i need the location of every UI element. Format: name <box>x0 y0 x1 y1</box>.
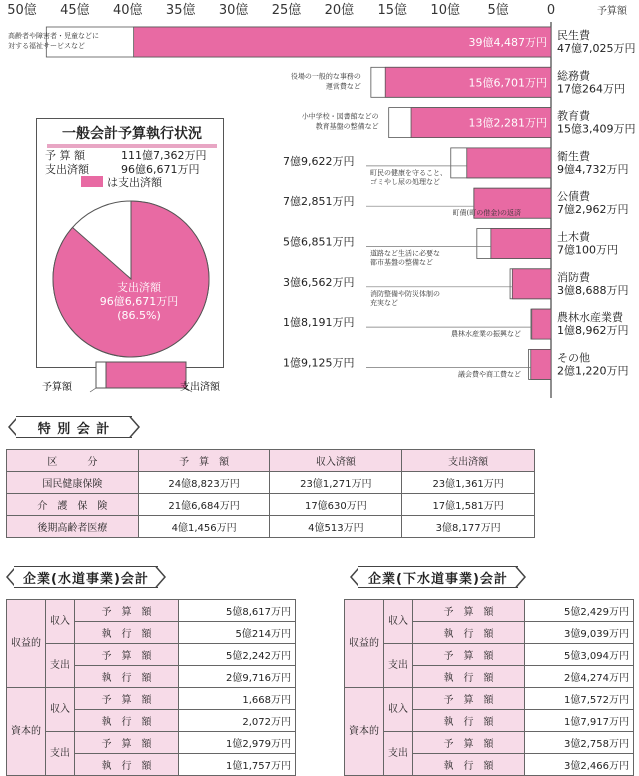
spent-value-label: 7億2,851万円 <box>283 195 355 209</box>
special-account-title: 特 別 会 計 <box>37 421 111 437</box>
special-account-table <box>6 449 535 538</box>
category-description: 農林水産業の振興など <box>451 330 521 339</box>
spent-bar <box>512 269 551 299</box>
spent-bar <box>531 349 551 379</box>
spent-value-label: 1億9,125万円 <box>283 356 355 370</box>
category-label: 教育費 <box>557 109 590 123</box>
axis-tick-label: 40億 <box>113 3 143 18</box>
spent-value-label: 5億6,851万円 <box>283 235 355 249</box>
category-label: その他 <box>557 351 590 365</box>
special-account-title-box <box>8 416 140 438</box>
category-description: 道路など生活に必要な <box>370 249 440 258</box>
summary-spent-value: 96億6,671万円 <box>121 163 200 176</box>
axis-tick-label: 20億 <box>324 3 355 18</box>
legend-spent-bar <box>106 362 186 388</box>
budget-value-label: 1億8,962万円 <box>557 324 629 338</box>
axis-tick-label: 35億 <box>165 3 196 18</box>
col-header-revenue: 収入済額 <box>270 450 402 472</box>
legend-budget-label: 予算額 <box>42 382 72 393</box>
axis-unit-label: 予算額 <box>597 6 627 17</box>
budget-value-label: 3億8,688万円 <box>557 283 629 297</box>
category-description: 充実など <box>370 298 398 307</box>
budget-value-label: 2億1,220万円 <box>557 364 629 378</box>
legend-label: は支出済額 <box>107 176 162 189</box>
category-description: ゴミやし尿の処理など <box>370 177 440 186</box>
pie-chart <box>37 193 225 363</box>
general-account-summary <box>36 118 224 368</box>
spent-bar <box>532 309 551 339</box>
category-description: 運営費など <box>325 82 361 91</box>
category-description: 高齢者や障害者・児童などに <box>8 32 99 40</box>
water-group-capital: 資本的 <box>7 688 46 776</box>
axis-tick-label: 5億 <box>487 3 509 18</box>
category-description: 教育基盤の整備など <box>315 122 379 131</box>
col-header-budget: 予 算 額 <box>138 450 270 472</box>
category-description: 議会費や商工費など <box>458 370 521 379</box>
sewer-account-title: 企業(下水道事業)会計 <box>368 571 508 587</box>
category-label: 土木費 <box>557 230 590 244</box>
spent-value-label: 1億8,191万円 <box>283 316 355 330</box>
axis-tick-label: 45億 <box>60 3 90 18</box>
category-label: 消防費 <box>557 270 590 284</box>
pie-label-line3: (86.5%) <box>117 309 161 322</box>
water-group-revenue: 収益的 <box>7 600 46 688</box>
bar-legend <box>42 358 272 398</box>
category-label: 総務費 <box>557 69 590 83</box>
sewer-group-capital: 資本的 <box>345 688 384 776</box>
axis-tick-label: 25億 <box>271 3 302 18</box>
pie-label-line1: 支出済額 <box>117 281 161 294</box>
summary-spent-row <box>45 161 200 177</box>
category-description: 対する福祉サービスなど <box>8 42 85 50</box>
spent-value-label: 3億6,562万円 <box>283 275 355 289</box>
table-row: 国民健康保険 24億8,823万円 23億1,271万円 23億1,361万円 <box>7 472 535 494</box>
budget-value-label: 7億2,962万円 <box>557 203 629 217</box>
summary-budget-value: 111億7,362万円 <box>121 149 207 162</box>
spent-value-label: 7億9,622万円 <box>283 154 355 168</box>
budget-value-label: 47億7,025万円 <box>557 42 636 55</box>
budget-value-label: 15億3,409万円 <box>557 122 636 136</box>
sewer-account-title-box <box>350 566 526 588</box>
legend-spent-label: 支出済額 <box>180 382 220 393</box>
budget-value-label: 9億4,732万円 <box>557 162 629 176</box>
axis-tick-label: 0 <box>546 3 556 18</box>
water-account-table: 収益的 収入 予 算 額 5億8,617万円 執 行 額 5億214万円 支出 予 算 額 5億2,242万円 執 行 額 2億9,716万円 資本的 収入 予 算 額 1,668万円 執 行 額 2,072万円 支出 予 算 額 1億2,979万円 執 行 額 1億1,757万円 <box>6 599 296 776</box>
axis-tick-label: 50億 <box>7 3 37 18</box>
axis-tick-label: 10億 <box>430 3 460 18</box>
legend-swatch <box>81 176 103 187</box>
category-description: 都市基盤の整備など <box>370 258 433 267</box>
category-description: 役場の一般的な事務の <box>290 72 361 81</box>
category-label: 衛生費 <box>557 149 590 163</box>
spent-value-label: 15億6,701万円 <box>468 76 547 90</box>
category-label: 公債費 <box>557 190 590 204</box>
summary-spent-label: 支出済額 <box>45 163 89 176</box>
category-label: 農林水産業費 <box>557 311 623 325</box>
pie-label-line2: 96億6,671万円 <box>99 295 179 308</box>
spent-bar <box>467 148 551 178</box>
table-row: 後期高齢者医療 4億1,456万円 4億513万円 3億8,177万円 <box>7 516 535 538</box>
spent-value-label: 13億2,281万円 <box>468 116 547 130</box>
budget-value-label: 17億264万円 <box>557 82 625 96</box>
category-description: 消防整備や防災体制の <box>370 289 440 298</box>
col-header-spent: 支出済額 <box>402 450 535 472</box>
water-account-title-box <box>6 566 166 588</box>
category-description: 小中学校・図書館などの <box>301 112 379 121</box>
axis-tick-label: 15億 <box>377 3 408 18</box>
water-account-title: 企業(水道事業)会計 <box>23 571 149 587</box>
col-header-category: 区 分 <box>7 450 139 472</box>
axis-tick-label: 30億 <box>218 3 249 18</box>
spent-bar <box>491 229 551 259</box>
category-description: 町債(町の借金)の返済 <box>452 209 521 218</box>
spent-value-label: 39億4,487万円 <box>468 36 547 49</box>
category-label: 民生費 <box>557 29 590 42</box>
budget-value-label: 7億100万円 <box>557 243 618 257</box>
summary-title: 一般会計予算執行状況 <box>47 123 217 148</box>
summary-budget-label: 予 算 額 <box>45 149 85 162</box>
sewer-group-revenue: 収益的 <box>345 600 384 688</box>
table-row: 介 護 保 険 21億6,684万円 17億630万円 17億1,581万円 <box>7 494 535 516</box>
sewer-account-table: 収益的 収入 予 算 額 5億2,429万円 執 行 額 3億9,039万円 支出 予 算 額 5億3,094万円 執 行 額 2億4,274万円 資本的 収入 予 算 額 1億7,572万円 執 行 額 1億7,917万円 支出 予 算 額 3億2,758万円 執 行 額 3億2,466万円 <box>344 599 634 776</box>
category-description: 町民の健康を守ること、 <box>370 168 447 177</box>
